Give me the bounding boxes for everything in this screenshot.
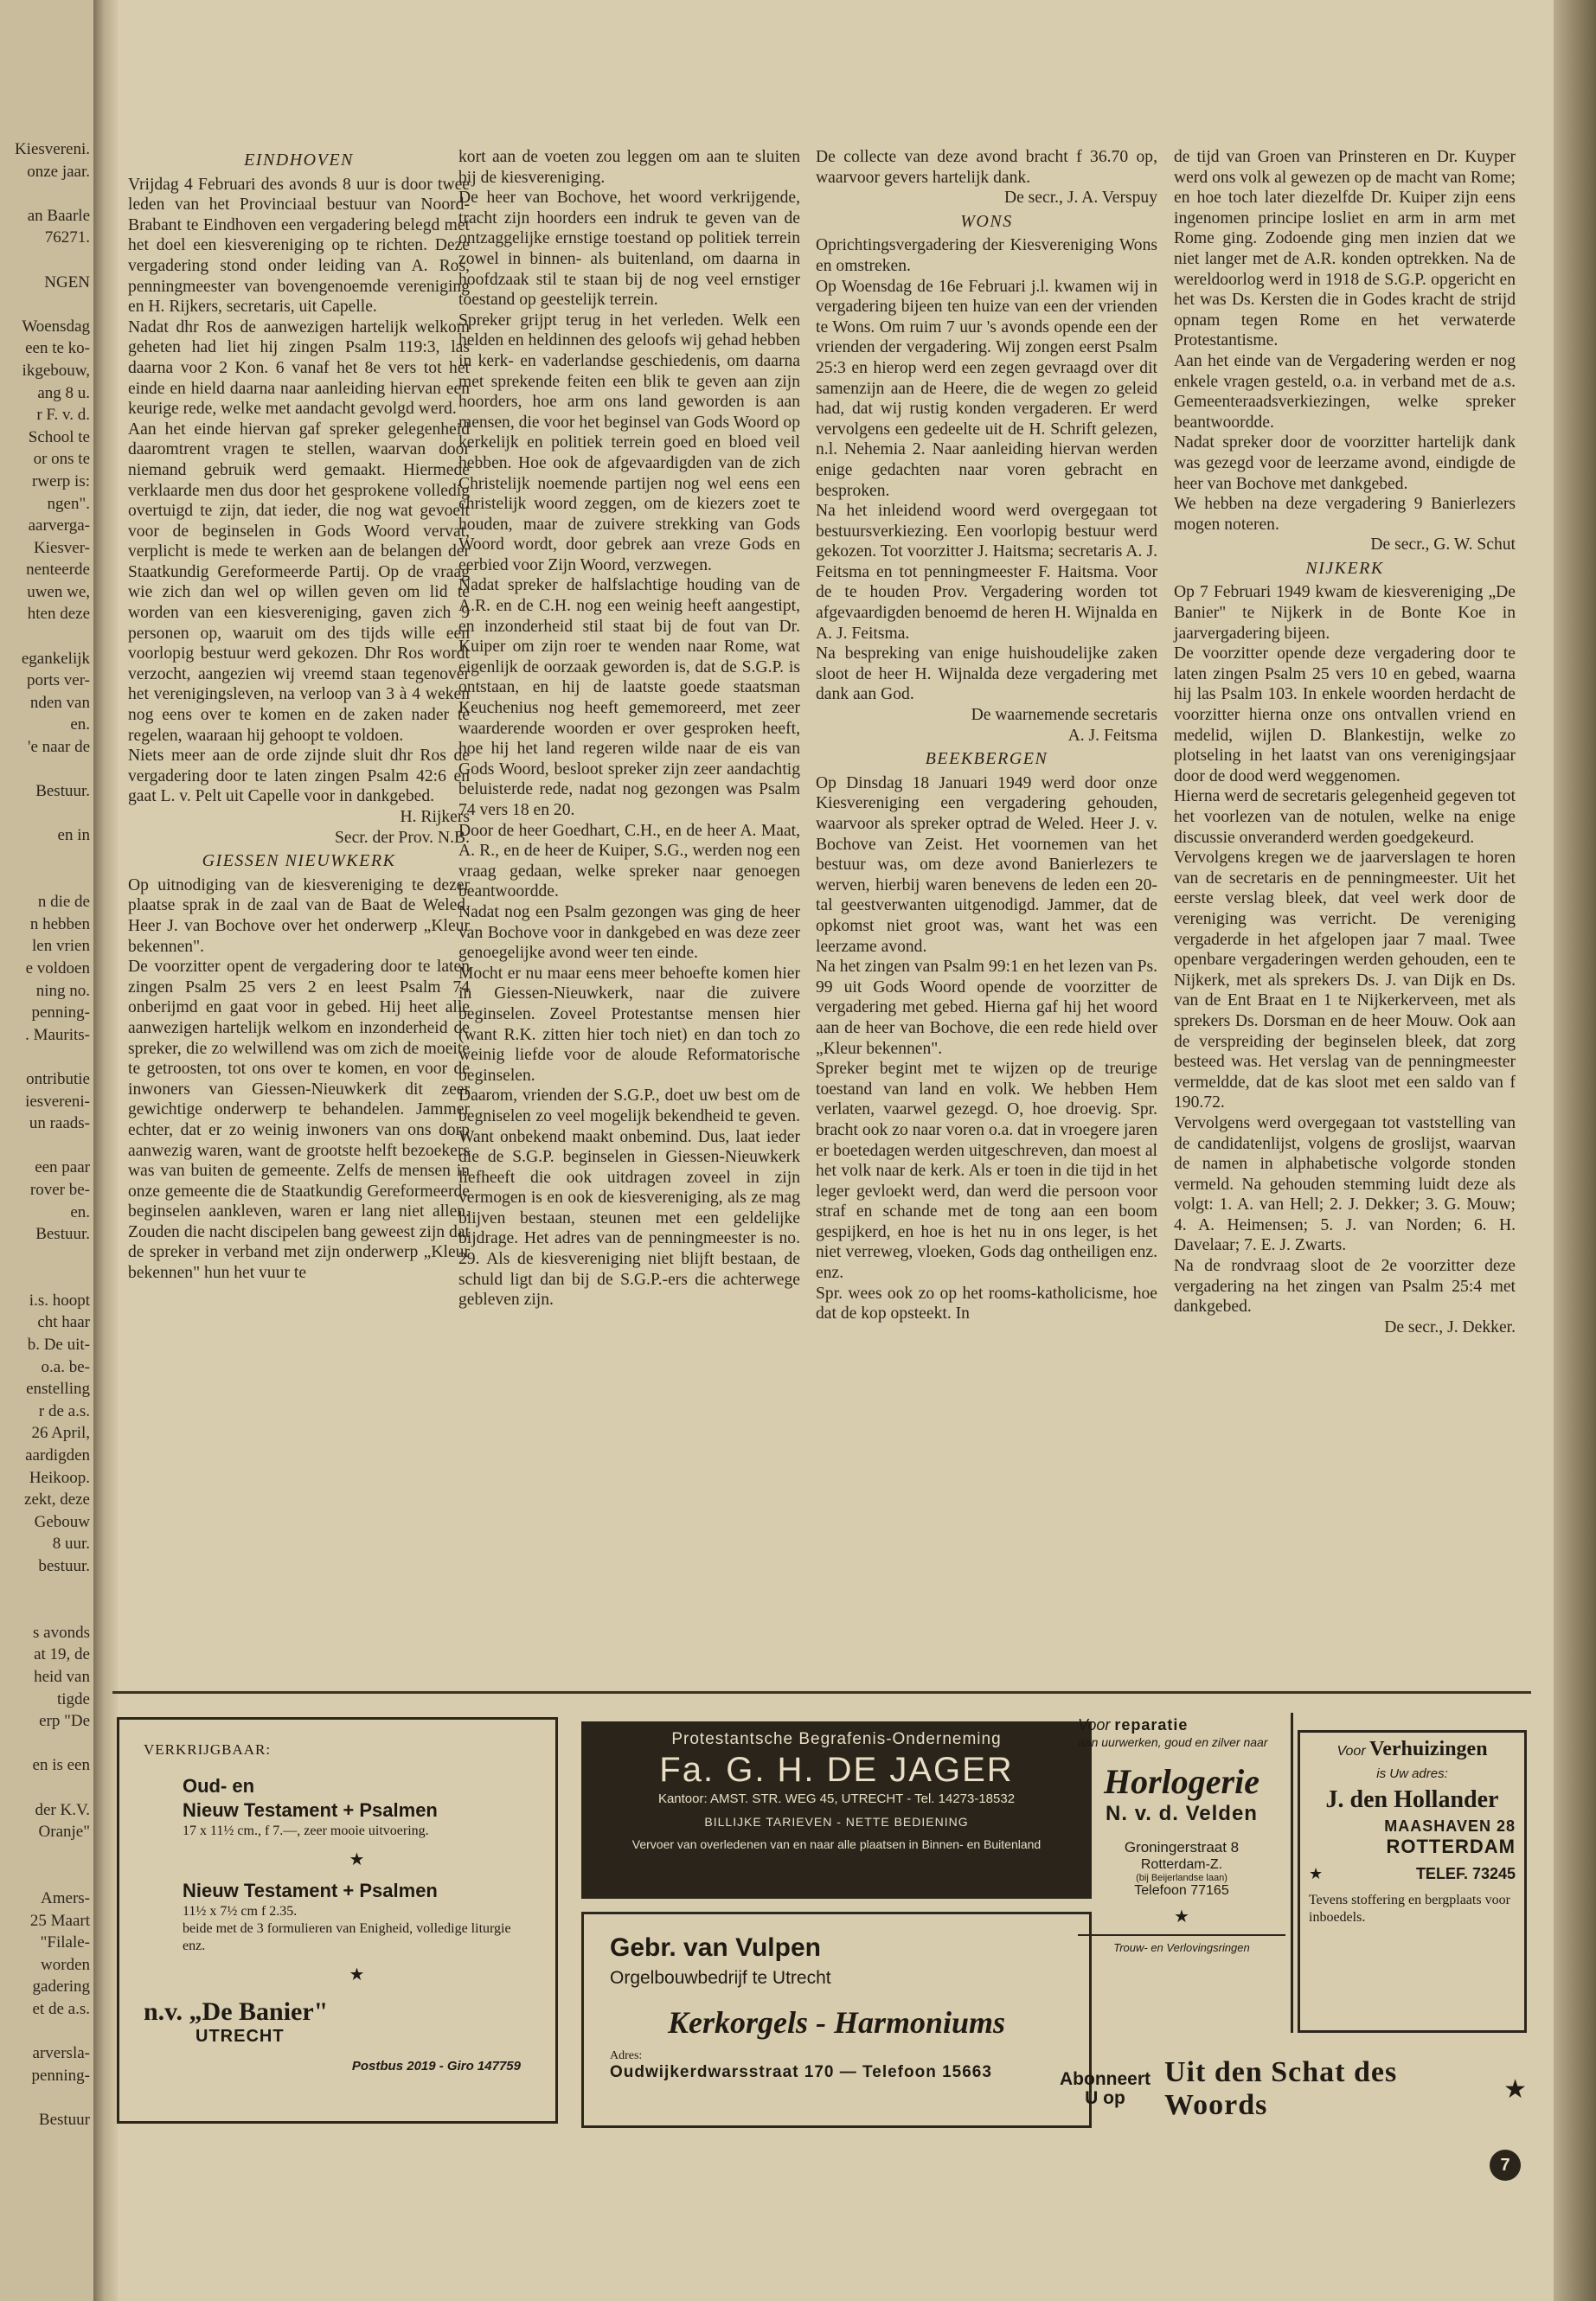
article-paragraph: Na het zingen van Psalm 99:1 en het lezen van Ps. 99 uit Gods Woord opende de voorzitter de vergadering met gebed. Hierna gaf hij het woord aan de heer van Bochove, die een rede hield over „Kleur bekennen". [816, 958, 1157, 1058]
article-paragraph: Na het inleidend woord werd overgegaan tot bestuursverkiezing. Een voorlopig bestuur werd gekozen. Tot voorzitter J. Haitsma; secretaris A. J. Feitsma en tot penningmeester F. Haitsma. Voor de te houden Prov. Vergadering worden tot afgevaardigden benoemd de heren H. Wijnalda en A. J. Feitsma. [816, 502, 1157, 643]
previous-page-line: b. De uit- [27, 1336, 90, 1355]
previous-page-line: penning- [31, 1003, 90, 1022]
star-icon: ★ [1174, 1907, 1189, 1926]
article-paragraph: Aan het einde hiervan gaf spreker gelegenheid daaromtrent vragen te stellen, waarvan door niemand gebruik werd gemaakt. Hiermede verklaarde men dus door het gesprokene volledig overtuigd te zijn, dat ieder, die nog wat gevoelt voor de beginselen in Gods Woord vervat, verplicht is mede te werken aan de belangen der Staatkundig Gereformeerde Partij. Op de vraag wie zich dan wel op willen geven om lid te worden van een kiesvereniging, gaven zich 9 personen op, waaruit om des tijds wille een voorlopig bestuur werd gekozen. Dhr Ros wordt verzocht, aangezien wij vreemd staan tegenover het verenigingsleven, na verloop van 3 à 4 weken nog eens over te komen en de zaken nader te regelen, waaraan hij gehoopt te voldoen. [128, 420, 470, 745]
previous-page-line: gadering [32, 1977, 90, 1997]
previous-page-line: penning- [31, 2066, 90, 2085]
previous-page-line: Oranje" [38, 1823, 90, 1842]
article-paragraph: Nadat spreker de halfslachtige houding van de A.R. en de C.H. nog een weinig heeft aangestipt, en inzonderheid stil staat bij de fout van Dr. Kuiper om zijn roer te wenden naar Rome, wat eigenlijk de oorzaak geworden is, dat de S.G.P. is ontstaan, en hij de laatste goede staatsman Keuchenius nog heeft gememoreerd, met zeer waarderende woorden er over gesproken heeft, hoe hij het land regeren wilde naar de eis van Gods Woord, besloot spreker zijn zeer aandachtig beluisterde rede, nadat nog gezongen was Psalm 74 vers 18 en 20. [458, 576, 800, 819]
ad-banier-item1-title-a: Oud- en [183, 1775, 255, 1797]
previous-page-edge [0, 0, 93, 2301]
previous-page-line: Bestuur. [35, 1225, 90, 1244]
article-paragraph: Spreker grijpt terug in het verleden. Welk een helden en heldinnen des geloofs wij gehad hebben in kerk- en vaderlandse geschiedenis, om daarna met sprekende feiten een blik te geven aan zijn hoorders, hoe arm ons land geworden is aan mensen, die voor het beginsel van Gods Woord op kerkelijk en politiek terrein goed en bloed veil hebben. Hoe ook de afgevaardigden van de zich Christelijk noemende partijen nog wel eens een christelijk woord zeggen, om de kiezers zoet te houden, maar de zuivere strekking van Gods Woord wordt, door gebrek aan vreze Gods en eerbied voor Zijn Woord, verzwegen. [458, 311, 800, 574]
previous-page-line: "Filale- [40, 1933, 90, 1952]
article-paragraph: Niets meer aan de orde zijnde sluit dhr Ros de vergadering door te laten zingen Psalm 42:6 en gaat L. v. Pelt uit Capelle voor in dankgebed. [128, 747, 470, 806]
previous-page-line: en. [70, 715, 90, 734]
ad-hollander-tel-line [1309, 1865, 1516, 1883]
previous-page-line: at 19, de [34, 1645, 90, 1664]
article-paragraph: Nadat nog een Psalm gezongen was ging de heer van Bochove voor in dankgebed en was deze zeer genoegelijke avond weer ten einde. [458, 902, 800, 963]
previous-page-line: or ons te [33, 450, 90, 469]
ad-hollander-headline [1309, 1738, 1516, 1761]
ad-schat-des-woords [1060, 2056, 1527, 2121]
article-paragraph: De voorzitter opende deze vergadering door te laten zingen Psalm 25 vers 10 en gebed, waarna hij las Psalm 103. In enkele woorden herdacht de voorzitter hierna onze ons ontvallen vriend en medelid, wijlen D. Blankestijn, welke zo plotseling in het laatst van ons verenigingsjaar door de dood werd weggenomen. [1174, 644, 1516, 785]
article-paragraph: Spreker begint met te wijzen op de treurige toestand van land en volk. We hebben Hem verlaten, vaarwel gezegd. O, hoe droevig. Spr. bracht ook zo naar voren o.a. dat in vroegere jaren er boetedagen werden uitgeschreven, dan moest al het volk naar de kerk. Als er toen in die tijd in het leger gevloekt werd, dan werd die persoon voor straf en schande met de tong aan een boom gespijkerd, en hoe is het nu in ons leger, is het niet verreweg, vloeken, Gods dag ontheiligen enz. enz. [816, 1060, 1157, 1283]
ad-hollander-street: MAASHAVEN 28 [1384, 1817, 1516, 1835]
page-right-edge [1554, 0, 1596, 2301]
ad-horlogerie-name: Horlogerie [1104, 1762, 1259, 1801]
article-paragraph: Na de rondvraag sloot de 2e voorzitter deze vergadering na het zingen van Psalm 25:4 met dankgebed. [1174, 1257, 1516, 1317]
previous-page-line [0, 2020, 90, 2042]
previous-page-line: ports ver- [27, 671, 90, 690]
previous-page-line: un raads- [29, 1114, 90, 1133]
article-signature: De secr., J. A. Verspuy [1003, 189, 1157, 208]
article-paragraph: Op Woensdag de 16e Februari j.l. kwamen wij in vergadering bijeen ten huize van een der vrienden te Wons. Om ruim 7 uur 's avonds opende een der vrienden der vergadering. Wij zongen eerst Psalm 25:3 en hierop werd een zegen gevraagd over dit samenzijn aan de Heere, die de wegen zo geleid had, dat wij rustig konden vergaderen. Er werd vervolgens een gedeelte uit de H. Schrift gelezen, n.l. Nehemia 2. Naar aanleiding hiervan werden enige gedachten naar voren gebracht en besproken. [816, 277, 1157, 500]
previous-page-line [0, 869, 90, 892]
previous-page-line [0, 1246, 90, 1268]
previous-page-line: worden [41, 1955, 90, 1974]
ad-vulpen-name: Gebr. van Vulpen [610, 1933, 821, 1962]
star-icon: ★ [349, 1850, 365, 1869]
article-column-4 [1174, 147, 1516, 1337]
previous-page-line: heid van [34, 1667, 90, 1686]
ad-jager-rates: BILLIJKE TARIEVEN - NETTE BEDIENING [704, 1815, 969, 1829]
previous-page-line: rwerp is: [31, 471, 90, 490]
previous-page-line: bestuur. [38, 1557, 90, 1575]
previous-page-line [0, 249, 90, 272]
article-paragraph: Na bespreking van enige huishoudelijke zaken sloot de heer H. Wijnalda deze vergadering met dank aan God. [816, 644, 1157, 704]
ad-horlogerie-near: (bij Beijerlandse laan) [1136, 1873, 1227, 1883]
previous-page-line: Bestuur [38, 2110, 90, 2129]
ad-jager-transport: Vervoer van overledenen van en naar alle plaatsen in Binnen- en Buitenland [631, 1837, 1042, 1851]
previous-page-line: erp "De [39, 1712, 90, 1731]
previous-page-line: n die de [37, 893, 90, 912]
previous-page-line [0, 1578, 90, 1600]
previous-page-line [0, 1865, 90, 1888]
previous-page-line: rover be- [29, 1180, 90, 1199]
article-column-2 [458, 147, 800, 1311]
previous-page-line [0, 183, 90, 205]
ad-vulpen-adres-label: Adres: [610, 2049, 643, 2062]
previous-page-line: tigde [57, 1689, 90, 1708]
ad-banier-item1-title-b: Nieuw Testament + Psalmen [183, 1799, 438, 1821]
ad-hollander-name: J. den Hollander [1325, 1786, 1499, 1813]
article-paragraph: Vrijdag 4 Februari des avonds 8 uur is door twee leden van het Provinciaal bestuur van Noord-Brabant te Eindhoven een vergadering belegd met het doel een kiesvereniging op te richten. Deze vergadering stond onder leiding van A. Ros, penningmeester van bovengenoemde vereniging en H. Rijkers, secretaris, uit Capelle. [128, 175, 470, 317]
previous-page-line: 8 uur. [52, 1535, 90, 1554]
ad-horlogerie-owner: N. v. d. Velden [1106, 1802, 1258, 1825]
article-paragraph: Oprichtingsvergadering der Kiesvereniging Wons en omstreken. [816, 236, 1157, 275]
ad-horlogerie-street: Groningerstraat 8 [1124, 1839, 1240, 1856]
previous-page-line: en. [70, 1202, 90, 1221]
article-signature: Secr. der Prov. N.B. [334, 828, 470, 847]
article-heading: WONS [960, 211, 1013, 231]
previous-page-line: Kiesver- [33, 538, 90, 557]
article-paragraph: Vervolgens werd overgegaan tot vaststelling van de candidatenlijst, volgens de groslijst, waarvan de namen in alphabetische volgorde stonden vermeld. Na gehouden stemming luidt deze als volgt: 1. A. van Hell; 2. J. Dekker; 3. G. Mouw; 4. A. Heimensen; 5. J. van Norden; 6. H. Davelaar; 7. E. J. Zwarts. [1174, 1113, 1516, 1255]
previous-page-line: o.a. be- [41, 1357, 90, 1376]
article-signature: De secr., J. Dekker. [1384, 1317, 1516, 1336]
article-paragraph: De voorzitter opent de vergadering door te laten zingen Psalm 25 vers 2 en leest Psalm 74 onberijmd en gaat voor in gebed. Hij heet alle aanwezigen hartelijk welkom en inzonderheid de spreker, die zo welwillend was om zich de moeite te getroosten, tot ons over te komen, en voor de inwoners van Giessen-Nieuwkerk dit zeer gewichtige onderwerp te behandelen. Jammer echter, dat er zo weinig inwoners van ons dorp aanwezig waren, want de grootste helft bezoekers was van buiten de gemeente. Zelfs de mensen in onze gemeente die de Staatkundig Gereformeerde beginselen aankleven, waren er lang niet allen. Zouden die nacht discipelen bang geweest zijn dat de spreker in verband met zijn onderwerp „Kleur bekennen" hun het vuur te [128, 958, 470, 1283]
previous-page-line [0, 803, 90, 825]
article-heading: GIESSEN NIEUWKERK [202, 851, 396, 871]
ad-banier-brand: n.v. „De Banier" [144, 1997, 329, 2026]
ad-de-banier [117, 1717, 558, 2124]
previous-page-line: r F. v. d. [36, 406, 90, 425]
previous-page-line [0, 1777, 90, 1799]
previous-page-line: Gebouw [34, 1512, 90, 1531]
previous-page-line: e voldoen [25, 958, 90, 977]
ad-horlogerie-rings: Trouw- en Verlovingsringen [1078, 1934, 1285, 1954]
previous-page-line: nden van [29, 693, 90, 712]
previous-page-line [0, 2086, 90, 2109]
star-icon: ★ [349, 1965, 365, 1984]
article-heading: BEEKBERGEN [925, 749, 1048, 769]
article-paragraph: Hierna werd de secretaris gelegenheid gegeven tot het voorlezen van de notulen, welke na enige discussie onveranderd werden goedgekeurd. [1174, 787, 1516, 847]
ad-banier-city: UTRECHT [195, 2027, 285, 2046]
previous-page-line [0, 847, 90, 869]
previous-page-line [0, 625, 90, 648]
previous-page-line: iesvereni- [25, 1092, 90, 1111]
ad-schat-abon-a: Abonneert [1060, 2069, 1151, 2089]
previous-page-line: aardigden [25, 1446, 90, 1465]
previous-page-line: NGEN [44, 272, 90, 292]
previous-page-line: School te [28, 427, 90, 446]
ad-horlogerie-headline [1078, 1716, 1285, 1734]
ad-horlogerie-city: Rotterdam-Z. [1140, 1857, 1223, 1872]
previous-page-line: hten deze [27, 605, 90, 624]
previous-page-line [0, 1599, 90, 1622]
ad-banier-label: VERKRIJGBAAR: [144, 1741, 272, 1758]
previous-page-line: ngen". [47, 494, 90, 513]
article-signature: H. Rijkers [400, 808, 470, 826]
ad-vulpen-sub: Orgelbouwbedrijf te Utrecht [610, 1968, 831, 1988]
previous-page-line: cht haar [37, 1313, 90, 1332]
ad-banier-item1-desc: 17 x 11½ cm., f 7.—, zeer mooie uitvoering. [183, 1823, 429, 1838]
article-paragraph: De heer van Bochove, het woord verkrijgende, tracht zijn hoorders een indruk te geven van de ontzaggelijke ernstige toestand op politiek terrein zowel in binnen- als buitenland, om daarna in hoofdzaak stil te staan bij de nog veel ernstiger toestand op geestelijk terrein. [458, 189, 800, 310]
article-paragraph: De collecte van deze avond bracht f 36.70 op, waarvoor gevers hartelijk dank. [816, 148, 1157, 187]
ad-hollander-tel: TELEF. 73245 [1415, 1865, 1516, 1882]
article-paragraph: de tijd van Groen van Prinsteren en Dr. Kuyper werd ons volk al gewezen op de macht van Rome; en hoe toch later diezelfde Dr. Kuiper zijn eens ingenomen principe losliet en arm in arm met Rome ging. Zodoende ging men inzien dat we niet langer met de A.R. konden optrekken. Na de wereldoorlog werd in 1918 de S.G.P. opgericht en het was Ds. Kersten die in Godes kracht de strijd opnam tegen Rome en het verwaterde Protestantisme. [1174, 148, 1516, 350]
ad-hollander-is: is Uw adres: [1376, 1766, 1448, 1781]
binding-gutter [93, 0, 118, 2301]
previous-page-line [0, 1267, 90, 1290]
previous-page-line: een te ko- [25, 339, 90, 358]
article-heading: NIJKERK [1305, 558, 1384, 578]
article-paragraph: We hebben na deze vergadering 9 Banierlezers mogen noteren. [1174, 495, 1516, 534]
previous-page-line: zekt, deze [24, 1490, 90, 1509]
advertisement-divider [112, 1691, 1531, 1694]
previous-page-line: egankelijk [21, 649, 90, 668]
previous-page-line: . Maurits- [25, 1025, 90, 1044]
previous-page-line: an Baarle [27, 206, 90, 225]
article-heading: EINDHOVEN [244, 151, 354, 170]
previous-page-line: Woensdag [22, 317, 90, 336]
article-paragraph: Op Dinsdag 18 Januari 1949 werd door onze Kiesvereniging een vergadering gehouden, waarvoor als spreker optrad de Weled. Heer J. v. Bochove van Zeist. Het voornemen van het bestuur was, om deze avond Banierlezers te werven, hierbij waren benevens de leden een 20-tal geestverwanten uitgenodigd. Jammer, dat de opkomst niet groot was, want het was een leerzame avond. [816, 773, 1157, 956]
previous-page-line: et de a.s. [32, 1999, 90, 2018]
previous-page-line: 26 April, [31, 1424, 90, 1443]
star-icon: ★ [1503, 2074, 1527, 2104]
ad-de-jager [581, 1721, 1092, 1899]
ad-schat-abonneert [1060, 2070, 1151, 2108]
previous-page-line [0, 1046, 90, 1068]
previous-page-line: 25 Maart [29, 1911, 90, 1930]
previous-page-line: r de a.s. [38, 1401, 90, 1420]
previous-page-line: ang 8 u. [37, 383, 90, 402]
previous-page-line [0, 1843, 90, 1866]
article-signature: De waarnemende secretaris [971, 706, 1157, 725]
previous-page-line: 76271. [44, 228, 90, 247]
ad-banier-item2-desc: beide met de 3 formulieren van Enigheid, volledige liturgie enz. [183, 1921, 511, 1953]
ad-horlogerie [1073, 1713, 1293, 2033]
article-paragraph: Nadat spreker door de voorzitter hartelijk dank was gezegd voor de leerzame avond, eindigde de heer van Bochove met dankgebed. [1174, 433, 1516, 493]
article-paragraph: Daarom, vrienden der S.G.P., doet uw best om de begniselen zo veel mogelijk bekendheid te geven. Want onbekend maakt onbemind. Dus, laat ieder die de S.G.P. beginselen in Giessen-Nieuwkerk liefheeft die ook uitdragen zoveel in zijn vermogen is en ook de kiesvereniging, als ze mag blijven bestaan, steunen met een geldelijke bijdrage. Het adres van de penningmeester is no. 29. Als de kiesvereniging niet blijft bestaan, de schuld ligt dan bij de S.G.P.-ers die achterwege gebleven zijn. [458, 1086, 800, 1310]
article-paragraph: Mocht er nu maar eens meer behoefte komen hier in Giessen-Nieuwkerk, naar die zuivere beginselen. Zoveel Protestantse mensen hier (want R.K. zitten hier toch niet) en dan toch zo weinig liefde voor de aloude Reformatorische beginselen. [458, 964, 800, 1085]
ad-den-hollander [1298, 1730, 1527, 2033]
previous-page-line: nenteerde [26, 561, 90, 580]
star-icon: ★ [1309, 1865, 1324, 1882]
previous-page-text [0, 138, 90, 2131]
previous-page-line: arversla- [32, 2044, 90, 2063]
ad-horlogerie-tel: Telefoon 77165 [1134, 1883, 1229, 1898]
ad-jager-office: Kantoor: AMST. STR. WEG 45, UTRECHT - Tel. 14273-18532 [657, 1791, 1016, 1806]
ad-jager-top: Protestantsche Begrafenis-Onderneming [671, 1730, 1002, 1748]
previous-page-line [0, 293, 90, 316]
previous-page-line: enstelling [26, 1380, 90, 1399]
ad-vulpen-adres: Oudwijkerdwarsstraat 170 — Telefoon 15663 [610, 2063, 992, 2081]
article-paragraph: Op 7 Februari 1949 kwam de kiesvereniging „De Banier" te Nijkerk in de Bonte Koe in jaarvergadering bijeen. [1174, 583, 1516, 643]
previous-page-line [0, 1135, 90, 1157]
previous-page-line: en in [57, 826, 90, 845]
ad-hollander-note: Tevens stoffering en bergplaats voor inboedels. [1309, 1893, 1510, 1925]
previous-page-line: der K.V. [35, 1800, 90, 1819]
previous-page-line: een paar [35, 1158, 90, 1177]
previous-page-line: uwen we, [27, 582, 90, 601]
ad-horlogerie-voor: Voor [1078, 1716, 1111, 1734]
ad-schat-title: Uit den Schat des Woords [1164, 2056, 1398, 2121]
previous-page-line [0, 759, 90, 781]
previous-page-line: Amers- [41, 1888, 90, 1907]
ad-horlogerie-sub: aan uurwerken, goud en zilver naar [1078, 1735, 1268, 1749]
previous-page-line: ontributie [26, 1069, 90, 1088]
ad-hollander-verhuizingen: Verhuizingen [1369, 1738, 1488, 1760]
previous-page-line: aarverga- [28, 516, 90, 535]
ad-van-vulpen [581, 1912, 1092, 2128]
ad-hollander-city: ROTTERDAM [1386, 1836, 1516, 1857]
previous-page-line: n hebben [29, 914, 90, 933]
previous-page-line: ikgebouw, [22, 361, 90, 380]
ad-hollander-voor: Voor [1336, 1744, 1366, 1759]
page-number: 7 [1490, 2150, 1521, 2181]
ad-banier-item2-title: Nieuw Testament + Psalmen [183, 1880, 438, 1901]
article-paragraph: Aan het einde van de Vergadering werden er nog enkele vragen gesteld, o.a. in verband met de a.s. Gemeenteraadsverkiezingen, welke spreker beantwoordde. [1174, 351, 1516, 432]
ad-vulpen-product: Kerkorgels - Harmoniums [667, 2005, 1006, 2040]
article-paragraph: kort aan de voeten zou leggen om aan te sluiten bij de kiesvereniging. [458, 148, 800, 187]
ad-banier-postbus: Postbus 2019 - Giro 147759 [351, 2059, 521, 2073]
previous-page-line: onze jaar. [27, 162, 90, 181]
previous-page-line [0, 1733, 90, 1755]
ad-jager-name: Fa. G. H. DE JAGER [659, 1751, 1014, 1789]
previous-page-line: s avonds [33, 1623, 90, 1642]
ad-schat-abon-b: U op [1085, 2088, 1125, 2108]
article-paragraph: Nadat dhr Ros de aanwezigen hartelijk welkom geheten had liet hij zingen Psalm 119:3, las daarna voor 2 Kon. 6 vanaf het 8e vers tot het einde en hield daarna naar aanleiding hiervan een keurige rede, welke met aandacht gevolgd werd. [128, 317, 470, 419]
previous-page-line: Heikoop. [29, 1468, 90, 1487]
article-paragraph: Vervolgens kregen we de jaarverslagen te horen van de secretaris en de penningmeester. Uit het eerste verslag bleek, dat veel werk door de vereniging was verricht. De vereniging vergaderde in het afgelopen jaar 7 maal. Twee openbare vergaderingen werden gehouden, een te Nijkerk, met als sprekers Ds. J. van Dijk en Ds. van de Ent Braat en 1 te Nijkerkerveen, met als sprekers Ds. Dorsman en de heer Mouw. Ook aan de verspreiding der beginselen bleek, dat zorg besteed was. Het verslag van de penningmeester vermeldde, dat de kas sloot met een saldo van f 190.72. [1174, 849, 1516, 1112]
article-signature: De secr., G. W. Schut [1370, 535, 1516, 554]
article-paragraph: Spr. wees ook zo op het rooms-katholicisme, hoe dat de kop opsteekt. In [816, 1284, 1157, 1324]
article-signature: A. J. Feitsma [1067, 726, 1157, 745]
article-paragraph: Op uitnodiging van de kiesvereniging te dezer plaatse sprak in de zaal van de Baat de Weled. Heer J. van Bochove over het onderwerp „Kleur bekennen". [128, 875, 470, 956]
ad-banier-item2-size: 11½ x 7½ cm f 2.35. [183, 1904, 298, 1919]
previous-page-line: Bestuur. [35, 782, 90, 801]
previous-page-line: en is een [32, 1756, 90, 1775]
previous-page-line: i.s. hoopt [29, 1291, 90, 1310]
previous-page-line: len vrien [31, 937, 90, 956]
ad-horlogerie-reparatie: reparatie [1114, 1716, 1189, 1734]
previous-page-line: Kiesvereni. [14, 140, 90, 158]
article-paragraph: Door de heer Goedhart, C.H., en de heer A. Maat, A. R., en de heer de Kuiper, S.G., werden nog een vraag gedaan, welke spreker naar genoegen beantwoordde. [458, 821, 800, 901]
previous-page-line: 'e naar de [28, 738, 90, 757]
article-column-3 [816, 147, 1157, 1324]
article-column-1 [128, 147, 470, 1284]
previous-page-line: ning no. [35, 981, 90, 1000]
